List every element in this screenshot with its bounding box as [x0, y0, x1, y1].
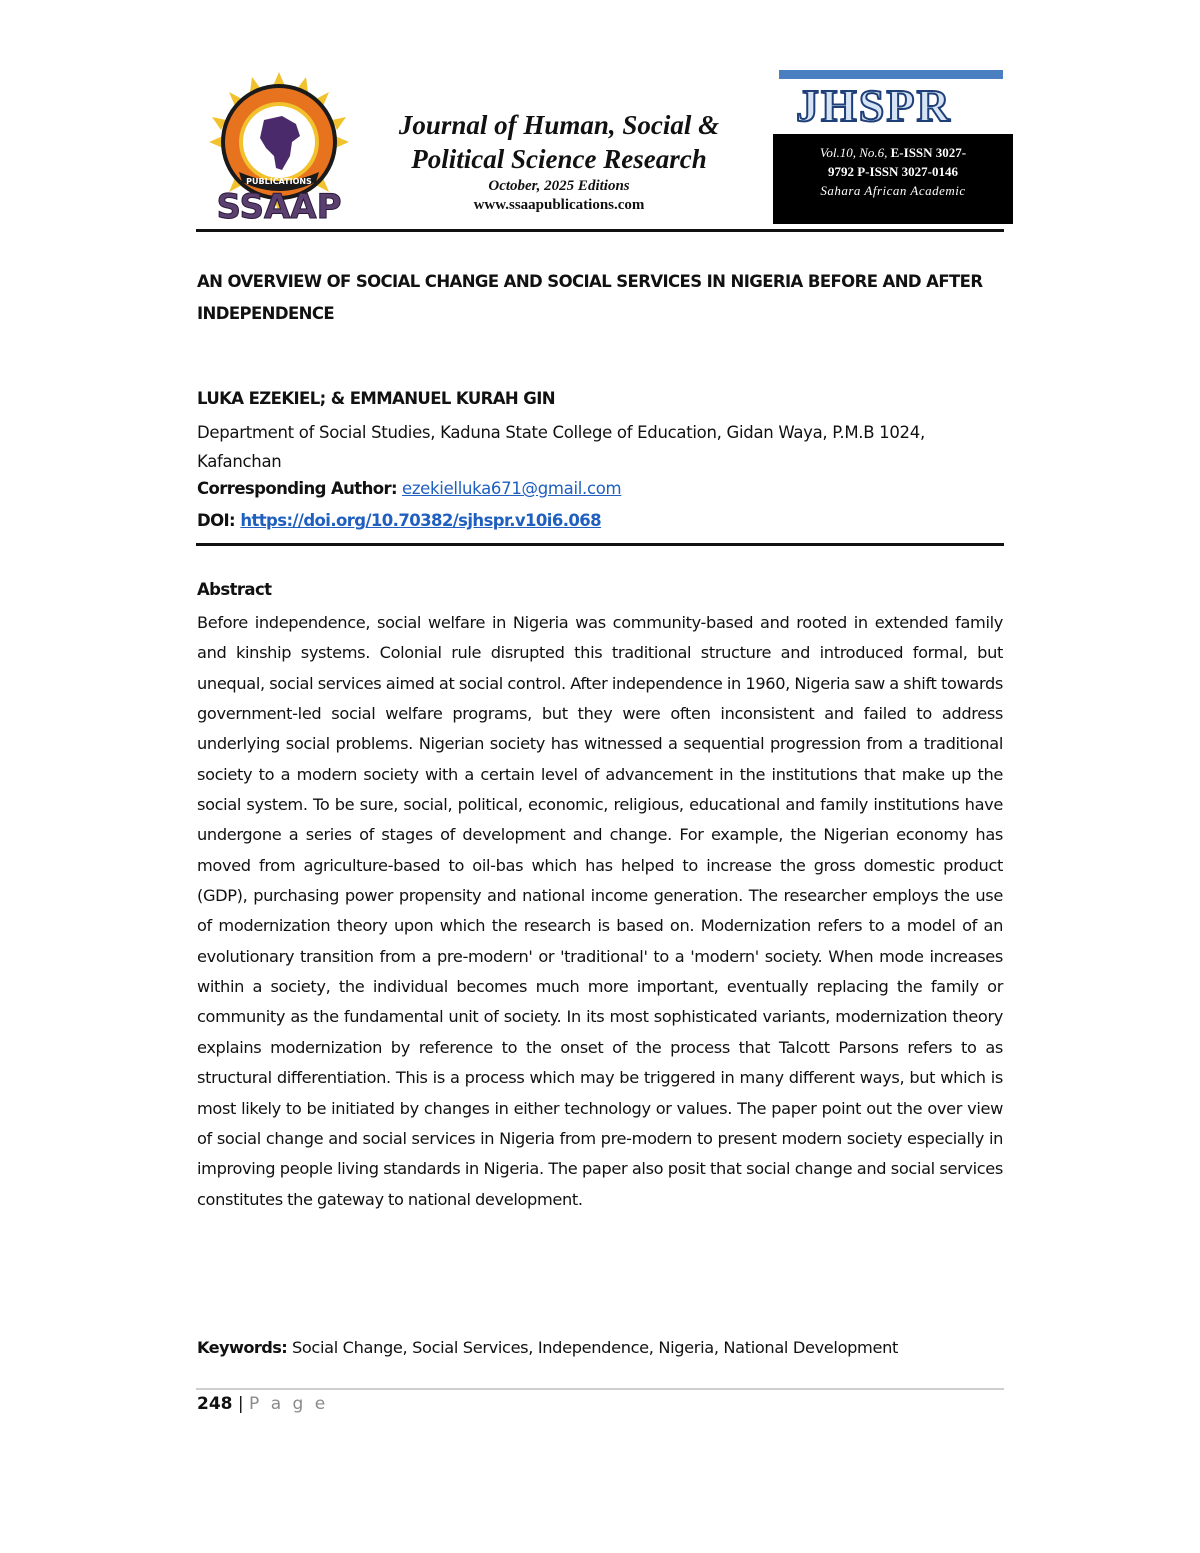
journal-masthead: [364, 108, 754, 214]
page-separator: |: [232, 1394, 250, 1414]
journal-edition: October, 2025 Editions: [488, 178, 630, 194]
jhspr-logo: JHSPR: [796, 80, 952, 131]
keywords-line: [197, 1338, 1007, 1357]
doi-label: DOI:: [197, 511, 236, 530]
page-number: 248: [197, 1394, 233, 1414]
journal-title-line1: Journal of Human, Social &: [398, 110, 720, 140]
corresponding-email-link[interactable]: ezekielluka671@gmail.com: [401, 479, 622, 498]
abstract-heading: Abstract: [197, 580, 272, 599]
journal-title-line2: Political Science Research: [411, 144, 707, 174]
keywords-label: Keywords:: [197, 1338, 288, 1357]
logo-wordmark: SSAAP: [216, 187, 342, 222]
section-divider: [196, 543, 1004, 546]
doi-link[interactable]: https://doi.org/10.70382/sjhspr.v10i6.068: [240, 511, 602, 530]
corresponding-author: [197, 479, 621, 498]
footer-divider: [196, 1388, 1004, 1390]
issn-box: [773, 134, 1013, 224]
keywords-list: Social Change, Social Services, Independence, Nigeria, National Development: [291, 1338, 898, 1357]
page-footer: [197, 1394, 328, 1414]
issn-line-2: 9792 P-ISSN 3027-0146: [827, 164, 958, 179]
article-title: AN OVERVIEW OF SOCIAL CHANGE AND SOCIAL SERVICES IN NIGERIA BEFORE AND AFTER INDEPENDENCE: [197, 272, 983, 323]
jhspr-accent-bar: [779, 70, 1003, 79]
header-divider: [196, 229, 1004, 232]
journal-website[interactable]: www.ssaapublications.com: [473, 197, 645, 213]
ssaap-logo: [204, 72, 354, 222]
page-label: P a g e: [249, 1394, 329, 1414]
article-authors: LUKA EZEKIEL; & EMMANUEL KURAH GIN: [197, 389, 555, 408]
author-affiliation: Department of Social Studies, Kaduna State College of Education, Gidan Waya, P.M.B 1024, Kafanchan: [197, 423, 925, 471]
corresponding-label: Corresponding Author:: [197, 479, 398, 498]
abstract-body: Before independence, social welfare in Nigeria was community-based and rooted in extended family and kinship systems. Colonial rule disrupted this traditional structure and introduced formal, but unequal, social services aimed at social control. After independence in 1960, Nigeria saw a shift towards government-led social welfare programs, but they were often inconsistent and failed to address underlying social problems. Nigerian society has witnessed a sequential progression from a traditional society to a modern society with a certain level of advancement in the institutions that make up the social system. To be sure, social, political, economic, religious, educational and family institutions have undergone a series of stages of development and change. For example, the Nigerian economy has moved from agriculture-based to oil-bas which has helped to increase the gross domestic product (GDP), purchasing power propensity and national income generation. The researcher employs the use of modernization theory upon which the research is based on. Modernization refers to a model of an evolutionary transition from a pre-modern' or 'traditional' to a 'modern' society. When mode increases within a society, the individual becomes much more important, eventually replacing the family or community as the fundamental unit of society. In its most sophisticated variants, modernization theory explains modernization by reference to the onset of the process that Talcott Parsons refers to as structural differentiation. This is a process which may be triggered in many different ways, but which is most likely to be initiated by changes in either technology or values. The paper point out the over view of social change and social services in Nigeria from pre-modern to present modern society especially in improving people living standards in Nigeria. The paper also posit that social change and social services constitutes the gateway to national development.: [197, 613, 1003, 1209]
issn-line-1: Vol.10, No.6, E-ISSN 3027-: [819, 145, 967, 160]
logo-banner-text: PUBLICATIONS: [246, 177, 312, 186]
issn-line-3: Sahara African Academic: [820, 183, 966, 198]
doi-line: [197, 511, 601, 530]
